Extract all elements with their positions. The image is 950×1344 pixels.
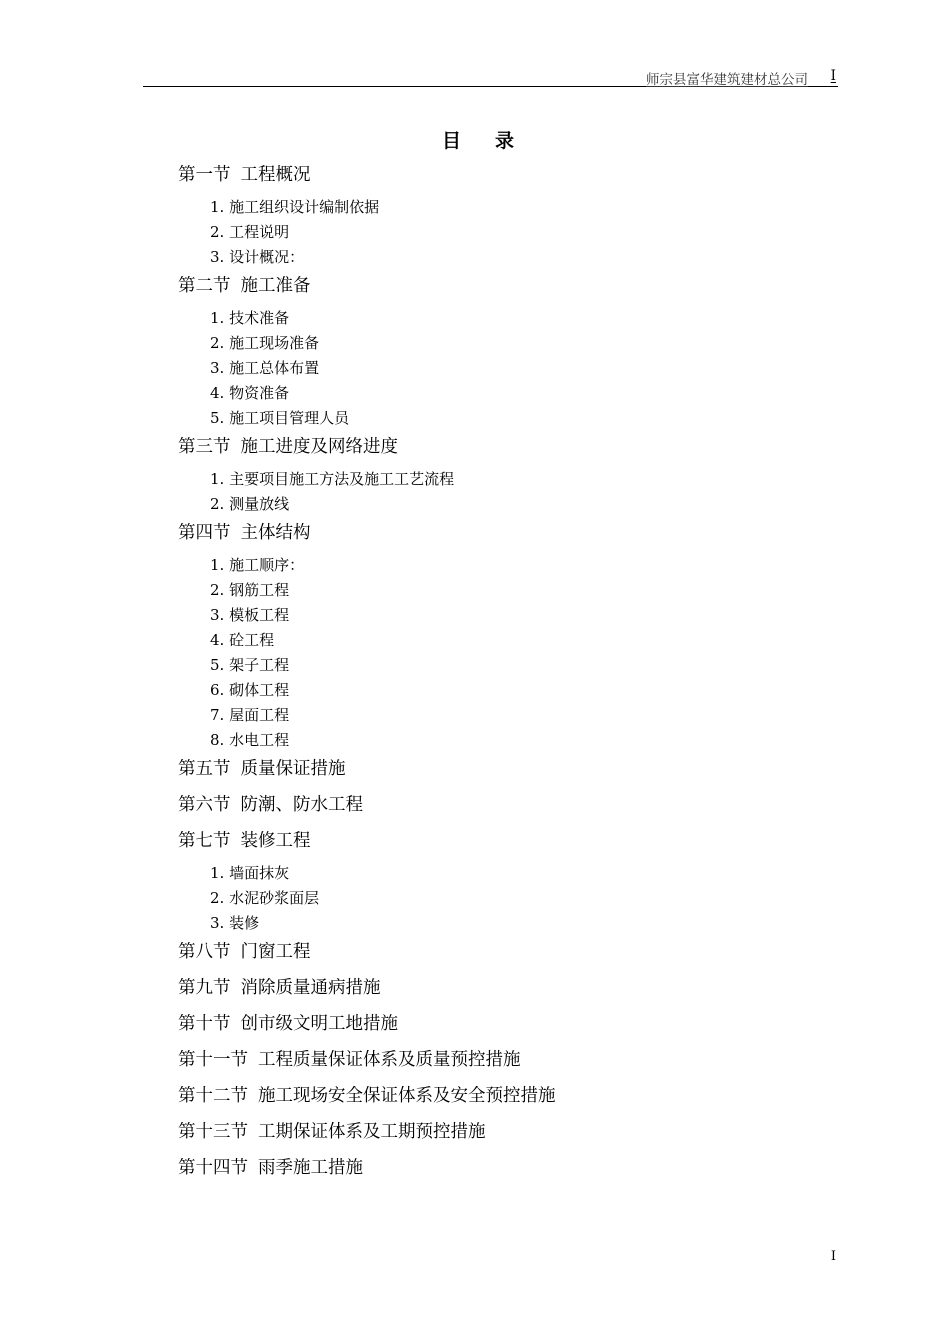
toc-section[interactable] — [178, 1117, 878, 1153]
toc-section-number: 第六节 — [178, 795, 231, 815]
toc-subsection-item[interactable]: 6. 砌体工程 — [210, 681, 290, 699]
toc-subsection-item[interactable]: 1. 墙面抹灰 — [210, 864, 290, 882]
toc-section-number: 第十四节 — [178, 1158, 248, 1178]
toc-subsection-item[interactable]: 5. 施工项目管理人员 — [210, 409, 350, 427]
toc-section[interactable] — [178, 432, 878, 463]
toc-section-number: 第二节 — [178, 276, 231, 296]
toc-section-title: 装修工程 — [240, 831, 311, 851]
toc-subsection-item[interactable]: 2. 工程说明 — [210, 223, 290, 241]
toc-section[interactable] — [178, 1081, 878, 1117]
toc-subsection-list — [178, 302, 878, 431]
toc-subsection-item[interactable]: 1. 技术准备 — [210, 309, 290, 327]
toc-section[interactable] — [178, 1009, 878, 1045]
toc-section-number: 第一节 — [178, 165, 231, 185]
toc-subsection-item[interactable]: 3. 施工总体布置 — [210, 359, 320, 377]
toc-section[interactable] — [178, 826, 878, 857]
toc-section-number: 第七节 — [178, 831, 231, 851]
toc-section-title: 主体结构 — [240, 523, 311, 543]
toc-subsection-list — [178, 191, 878, 270]
toc-subsection-item[interactable]: 3. 设计概况： — [210, 248, 305, 266]
toc-section-number: 第十节 — [178, 1014, 231, 1034]
toc-section[interactable] — [178, 973, 878, 1009]
toc-section-number: 第三节 — [178, 437, 231, 457]
toc-section-number: 第九节 — [178, 978, 231, 998]
toc-section-title: 质量保证措施 — [240, 759, 346, 779]
page-header — [143, 66, 838, 87]
toc-subsection-item[interactable]: 2. 测量放线 — [210, 495, 290, 513]
toc-subsection-item[interactable]: 5. 架子工程 — [210, 656, 290, 674]
toc-section-title: 创市级文明工地措施 — [240, 1014, 398, 1034]
toc-subsection-item[interactable]: 1. 主要项目施工方法及施工工艺流程 — [210, 470, 455, 488]
toc-subsection-list — [178, 463, 878, 517]
toc-subsection-item[interactable]: 2. 施工现场准备 — [210, 334, 320, 352]
toc-section-number: 第十二节 — [178, 1086, 248, 1106]
header-page-number: I — [830, 68, 836, 84]
toc-subsection-item[interactable]: 1. 施工组织设计编制依据 — [210, 198, 380, 216]
toc-section-title: 工程概况 — [240, 165, 311, 185]
toc-subsection-item[interactable]: 4. 砼工程 — [210, 631, 275, 649]
toc-section[interactable] — [178, 1153, 878, 1189]
toc-section-title: 雨季施工措施 — [258, 1158, 363, 1178]
toc-title: 目录 — [441, 130, 548, 152]
toc-subsection-list — [178, 857, 878, 936]
toc-section[interactable] — [178, 790, 878, 826]
toc-subsection-item[interactable]: 2. 水泥砂浆面层 — [210, 889, 320, 907]
toc-section[interactable] — [178, 160, 878, 191]
toc-section-title: 门窗工程 — [240, 942, 311, 962]
toc-section[interactable] — [178, 1045, 878, 1081]
toc-section-title: 施工现场安全保证体系及安全预控措施 — [258, 1086, 556, 1106]
toc-section-number: 第四节 — [178, 523, 231, 543]
toc-section-title: 工期保证体系及工期预控措施 — [258, 1122, 486, 1142]
header-company-name: 师宗县富华建筑建材总公司 — [646, 72, 808, 88]
toc-section-title: 防潮、防水工程 — [240, 795, 363, 815]
toc-section-number: 第十一节 — [178, 1050, 248, 1070]
toc-subsection-item[interactable]: 4. 物资准备 — [210, 384, 290, 402]
toc-section[interactable] — [178, 518, 878, 549]
toc-section[interactable] — [178, 754, 878, 790]
toc-section-title: 消除质量通病措施 — [240, 978, 381, 998]
toc-subsection-item[interactable]: 2. 钢筋工程 — [210, 581, 290, 599]
toc-section-title: 施工准备 — [240, 276, 311, 296]
toc-section-number: 第八节 — [178, 942, 231, 962]
toc-subsection-item[interactable]: 7. 屋面工程 — [210, 706, 290, 724]
toc-section-title: 施工进度及网络进度 — [240, 437, 398, 457]
toc-section-number: 第五节 — [178, 759, 231, 779]
toc-subsection-item[interactable]: 1. 施工顺序： — [210, 556, 305, 574]
footer-page-number: I — [830, 1249, 836, 1264]
toc-section[interactable] — [178, 937, 878, 973]
table-of-contents — [178, 160, 878, 1189]
toc-section-number: 第十三节 — [178, 1122, 248, 1142]
toc-section[interactable] — [178, 271, 878, 302]
toc-subsection-item[interactable]: 8. 水电工程 — [210, 731, 290, 749]
toc-subsection-list — [178, 549, 878, 753]
toc-subsection-item[interactable]: 3. 装修 — [210, 914, 260, 932]
toc-subsection-item[interactable]: 3. 模板工程 — [210, 606, 290, 624]
toc-section-title: 工程质量保证体系及质量预控措施 — [258, 1050, 521, 1070]
